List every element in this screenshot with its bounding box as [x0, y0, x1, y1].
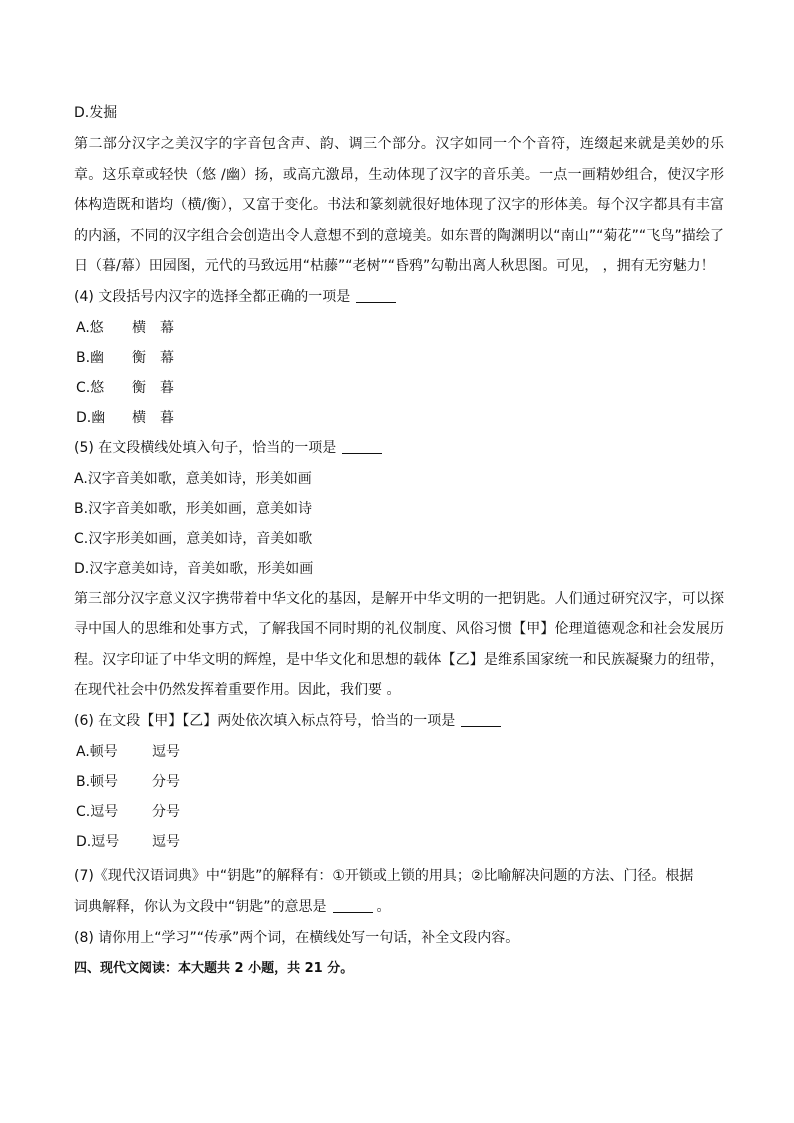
q4-option-a: A.悠 横 幕: [76, 319, 174, 336]
q4-option-b: B.幽 衡 幕: [76, 349, 174, 366]
q5-option-d: D.汉字意美如诗，音美如歌，形美如画: [74, 560, 314, 577]
question-4-stem: (4) 文段括号内汉字的选择全都正确的一项是: [74, 282, 724, 313]
q6-option-a: A.顿号 逗号: [76, 743, 180, 760]
q5-option-c: C.汉字形美如画，意美如诗，音美如歌: [74, 530, 313, 547]
q4-option-c: C.悠 衡 暮: [76, 379, 174, 396]
answer-blank[interactable]: [461, 712, 501, 727]
option-d-previous: D.发掘: [74, 105, 118, 121]
part2-paragraph: 第二部分汉字之美汉字的字音包含声、韵、调三个部分。汉字如同一个个音符，连缀起来就是美妙的乐章。这乐章或轻快（悠 /幽）扬，或高亢激昂，生动体现了汉字的音乐美。一点一画精妙组合，使汉字形体构造既和谐均（横/衡），又富于变化。书法和篆刻就很好地体现了汉字的形体美。每个汉字都具有丰富的内涵，不同的汉字组合会创造出令人意想不到的意境美。如东晋的陶渊明以“南山”“菊花”“飞鸟”描绘了日（暮/幕）田园图，元代的马致远用“枯藤”“老树”“昏鸦”勾勒出离人秋思图。可见， ，拥有无穷魅力！: [74, 136, 724, 274]
q5-option-a: A.汉字音美如歌，意美如诗，形美如画: [74, 470, 312, 487]
question-7-line2: 词典解释，你认为文段中“钥匙”的意思是 。: [74, 898, 391, 915]
q6-option-c: C.逗号 分号: [76, 803, 180, 820]
answer-blank[interactable]: [333, 898, 373, 913]
answer-blank[interactable]: [356, 288, 396, 303]
question-6-stem: (6) 在文段【甲】【乙】两处依次填入标点符号，恰当的一项是: [74, 706, 724, 737]
question-7-line1: (7)《现代汉语词典》中“钥匙”的解释有：①开锁或上锁的用具；②比喻解决问题的方法、门径。根据: [74, 867, 694, 884]
question-5-stem: (5) 在文段横线处填入句子，恰当的一项是: [74, 433, 724, 464]
answer-blank[interactable]: [342, 439, 382, 454]
q6-option-b: B.顿号 分号: [76, 773, 180, 790]
section-4-heading: 四、现代文阅读：本大题共 2 小题，共 21 分。: [74, 960, 354, 976]
part3-paragraph: 第三部分汉字意义汉字携带着中华文化的基因，是解开中华文明的一把钥匙。人们通过研究汉字，可以探寻中国人的思维和处事方式，了解我国不同时期的礼仪制度、风俗习惯【甲】伦理道德观念和社会发展历程。汉字印证了中华文明的辉煌，是中华文化和思想的载体【乙】是维系国家统一和民族凝聚力的纽带，在现代社会中仍然发挥着重要作用。因此，我们要 。: [74, 590, 724, 698]
q5-option-b: B.汉字音美如歌，形美如画，意美如诗: [74, 500, 313, 517]
q6-option-d: D.逗号 逗号: [76, 833, 180, 850]
q4-option-d: D.幽 横 暮: [76, 409, 174, 426]
document-page: [74, 98, 724, 984]
question-8: (8) 请你用上“学习”“传承”两个词，在横线处写一句话，补全文段内容。: [74, 929, 520, 946]
